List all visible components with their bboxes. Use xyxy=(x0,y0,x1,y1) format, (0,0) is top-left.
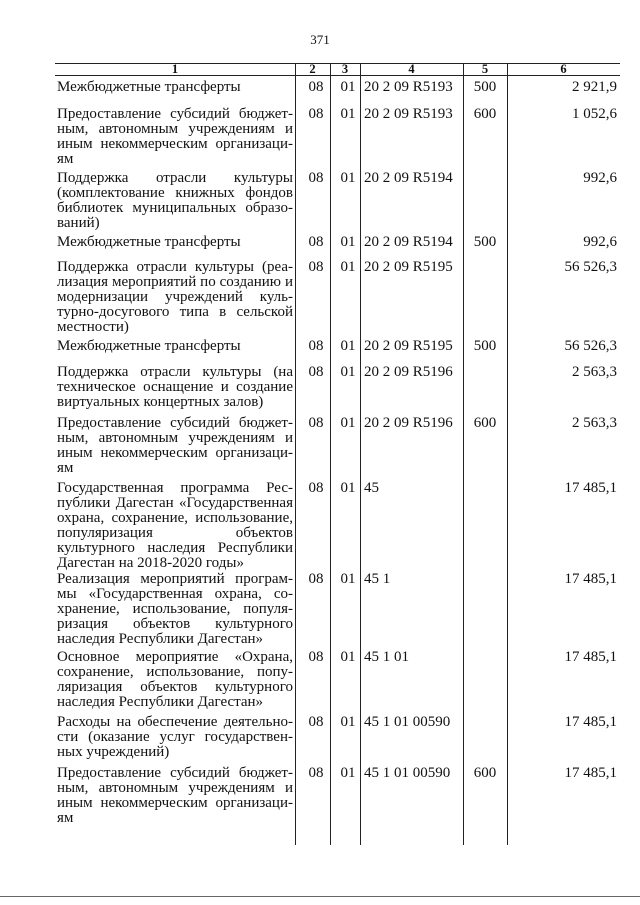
row-section: 08 xyxy=(308,571,324,587)
row-type: 600 xyxy=(473,415,497,431)
row-section: 08 xyxy=(308,79,324,95)
row-amount: 1 052,6 xyxy=(572,106,617,122)
row-type: 600 xyxy=(473,106,497,122)
row-subsection: 01 xyxy=(340,364,356,380)
row-amount: 56 526,3 xyxy=(564,259,617,275)
row-name: Поддержка отрасли культуры (реализация мероприятий по созданию и модернизации учреждений культурно-досугового типа в сельской местности) xyxy=(57,259,293,335)
row-amount: 992,6 xyxy=(583,170,617,186)
column-divider xyxy=(507,63,508,845)
row-subsection: 01 xyxy=(340,571,356,587)
row-subsection: 01 xyxy=(340,338,356,354)
row-type: 500 xyxy=(473,79,497,95)
row-subsection: 01 xyxy=(340,234,356,250)
row-subsection: 01 xyxy=(340,170,356,186)
row-name: Межбюджетные трансферты xyxy=(57,234,241,250)
row-section: 08 xyxy=(308,765,324,781)
row-section: 08 xyxy=(308,714,324,730)
row-type: 500 xyxy=(473,234,497,250)
row-name: Предоставление субсидий бюджетным, автономным учреждениям и иным некоммерческим организациям xyxy=(57,765,293,826)
column-divider xyxy=(295,63,296,845)
row-section: 08 xyxy=(308,649,324,665)
row-subsection: 01 xyxy=(340,714,356,730)
header-col-1: 1 xyxy=(171,62,179,76)
row-amount: 2 921,9 xyxy=(572,79,617,95)
row-amount: 17 485,1 xyxy=(564,714,617,730)
row-code: 20 2 09 R5195 xyxy=(364,338,453,354)
row-code: 20 2 09 R5194 xyxy=(364,170,453,186)
row-code: 20 2 09 R5193 xyxy=(364,106,453,122)
page-number: 371 xyxy=(310,32,330,47)
row-name: Основное мероприятие «Охрана, сохранение, использование, популяризация объектов культурного наследия Республики Дагестан» xyxy=(57,649,293,710)
row-subsection: 01 xyxy=(340,79,356,95)
table-header-row xyxy=(55,63,620,76)
row-section: 08 xyxy=(308,234,324,250)
row-section: 08 xyxy=(308,170,324,186)
row-name: Реализация мероприятий программы «Государственная охрана, сохранение, использование, популяризация объектов культурного наследия Республики Дагестан» xyxy=(57,571,293,647)
header-col-6: 6 xyxy=(560,62,567,76)
row-name: Государственная программа Республики Дагестан «Государственная охрана, сохранение, использование, популяризация объектов культурного наследия Республики Дагестан на 2018-2020 годы» xyxy=(57,480,293,571)
row-amount: 2 563,3 xyxy=(572,364,617,380)
row-subsection: 01 xyxy=(340,259,356,275)
row-code: 20 2 09 R5196 xyxy=(364,415,453,431)
row-code: 45 xyxy=(364,480,379,496)
row-name: Предоставление субсидий бюджетным, автономным учреждениям и иным некоммерческим организациям xyxy=(57,415,293,476)
row-subsection: 01 xyxy=(340,480,356,496)
header-col-3: 3 xyxy=(341,62,349,76)
row-subsection: 01 xyxy=(340,106,356,122)
row-amount: 2 563,3 xyxy=(572,415,617,431)
row-section: 08 xyxy=(308,338,324,354)
row-type: 500 xyxy=(473,338,497,354)
row-code: 20 2 09 R5196 xyxy=(364,364,453,380)
row-name: Межбюджетные трансферты xyxy=(57,338,241,354)
row-subsection: 01 xyxy=(340,415,356,431)
row-code: 20 2 09 R5195 xyxy=(364,259,453,275)
row-amount: 17 485,1 xyxy=(564,571,617,587)
row-code: 45 1 01 xyxy=(364,649,409,665)
row-amount: 17 485,1 xyxy=(564,649,617,665)
row-name: Поддержка отрасли культуры (комплектование книжных фондов библиотек муниципальных образований) xyxy=(57,170,293,231)
row-name: Предоставление субсидий бюджетным, автономным учреждениям и иным некоммерческим организациям xyxy=(57,106,293,167)
row-code: 45 1 xyxy=(364,571,391,587)
row-section: 08 xyxy=(308,480,324,496)
footer-rule xyxy=(0,896,640,897)
row-name: Поддержка отрасли культуры (на техническое оснащение и создание виртуальных концертных залов) xyxy=(57,364,293,410)
row-amount: 56 526,3 xyxy=(564,338,617,354)
row-section: 08 xyxy=(308,415,324,431)
row-code: 20 2 09 R5193 xyxy=(364,79,453,95)
row-code: 20 2 09 R5194 xyxy=(364,234,453,250)
row-name: Межбюджетные трансферты xyxy=(57,79,241,95)
budget-table xyxy=(55,63,620,845)
row-section: 08 xyxy=(308,106,324,122)
row-code: 45 1 01 00590 xyxy=(364,714,451,730)
header-col-2: 2 xyxy=(309,62,316,76)
row-subsection: 01 xyxy=(340,765,356,781)
row-amount: 17 485,1 xyxy=(564,765,617,781)
header-col-5: 5 xyxy=(481,62,489,76)
header-col-4: 4 xyxy=(408,62,415,76)
row-type: 600 xyxy=(473,765,497,781)
row-code: 45 1 01 00590 xyxy=(364,765,451,781)
row-section: 08 xyxy=(308,364,324,380)
row-amount: 992,6 xyxy=(583,234,617,250)
row-section: 08 xyxy=(308,259,324,275)
row-name: Расходы на обеспечение деятельности (оказание услуг государственных учреждений) xyxy=(57,714,293,760)
row-amount: 17 485,1 xyxy=(564,480,617,496)
row-subsection: 01 xyxy=(340,649,356,665)
